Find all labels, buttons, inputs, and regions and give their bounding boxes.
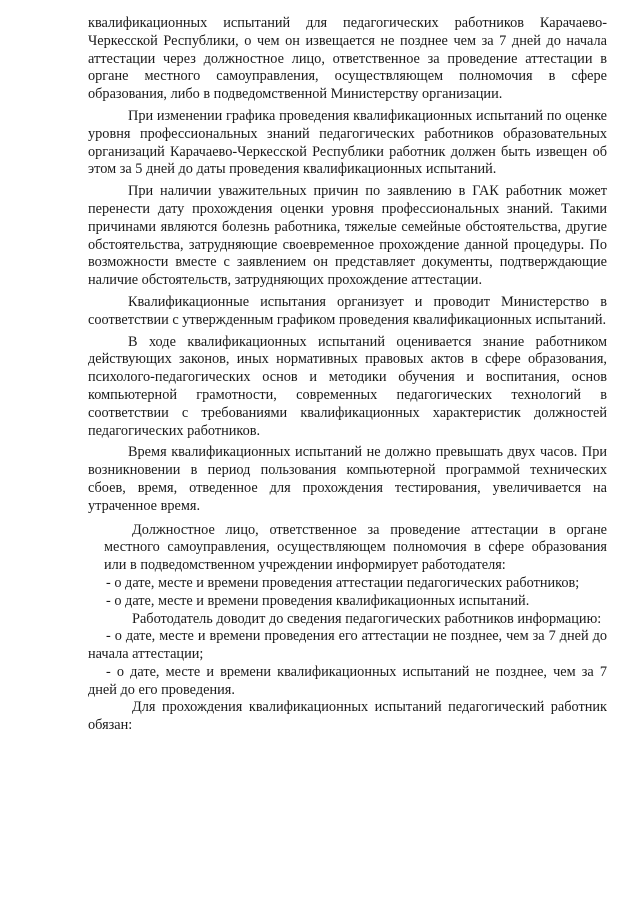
list-item-qualification-tests: - о дате, месте и времени квалификационных испытаний не позднее, чем за 7 дней до его проведения. bbox=[88, 663, 607, 698]
paragraph-valid-reasons: При наличии уважительных причин по заявлению в ГАК работник может перенести дату прохождения оценки уровня профессиональных знаний. Такими причинами являются болезнь работника, тяжелые семейные обстоятельства, другие обстоятельства, затрудняющие своевременное прохождение данной процедуры. По возможности вместе с заявлением он представляет документы, подтверждающие наличие обстоятельств, затрудняющих прохождение аттестации. bbox=[88, 183, 607, 289]
paragraph-employer-informs: Работодатель доводит до сведения педагогических работников информацию: bbox=[132, 610, 602, 627]
list-item-qualification-date: - о дате, месте и времени проведения квалификационных испытаний. bbox=[106, 592, 530, 609]
paragraph-worker-obligations: Для прохождения квалификационных испытаний педагогический работник обязан: bbox=[88, 699, 607, 734]
list-item-attestation-date: - о дате, месте и времени проведения аттестации педагогических работников; bbox=[106, 574, 580, 591]
paragraph-notification: квалификационных испытаний для педагогических работников Карачаево-Черкесской Республики, о чем он извещается не позднее чем за 7 дней до начала аттестации через должностное лицо, ответственное за проведение аттестации в органе местного самоуправления, осуществляющем полномочия в сфере образования, либо в подведомственной Министерству организации. bbox=[88, 15, 607, 103]
responsible-person-block bbox=[104, 522, 607, 575]
paragraph-assessment-content: В ходе квалификационных испытаний оценивается знание работником действующих законов, иных нормативных правовых актов в сфере образования, психолого-педагогических основ и методики обучения и воспитания, основ компьютерной грамотности, современных педагогических технологий в соответствии с требованиями квалификационных характеристик должностей педагогических работников. bbox=[88, 333, 607, 439]
paragraph-time-limit: Время квалификационных испытаний не должно превышать двух часов. При возникновении в период пользования компьютерной программой технических сбоев, время, отведенное для прохождения тестирования, увеличивается на утраченное время. bbox=[88, 444, 607, 514]
paragraph-schedule-change: При изменении графика проведения квалификационных испытаний по оценке уровня профессиональных знаний педагогических работников образовательных организаций Карачаево-Черкесской Республики работник должен быть извещен об этом за 5 дней до даты проведения квалификационных испытаний. bbox=[88, 107, 607, 178]
list-item-own-attestation: - о дате, месте и времени проведения его аттестации не позднее, чем за 7 дней до начала аттестации; bbox=[88, 628, 607, 663]
paragraph-responsible-person: Должностное лицо, ответственное за проведение аттестации в органе местного самоуправления, осуществляющем полномочия в сфере образования или в подведомственном учреждении информирует работодателя: bbox=[104, 521, 607, 574]
paragraph-organizer: Квалификационные испытания организует и проводит Министерство в соответствии с утвержденным графиком проведения квалификационных испытаний. bbox=[88, 293, 607, 328]
